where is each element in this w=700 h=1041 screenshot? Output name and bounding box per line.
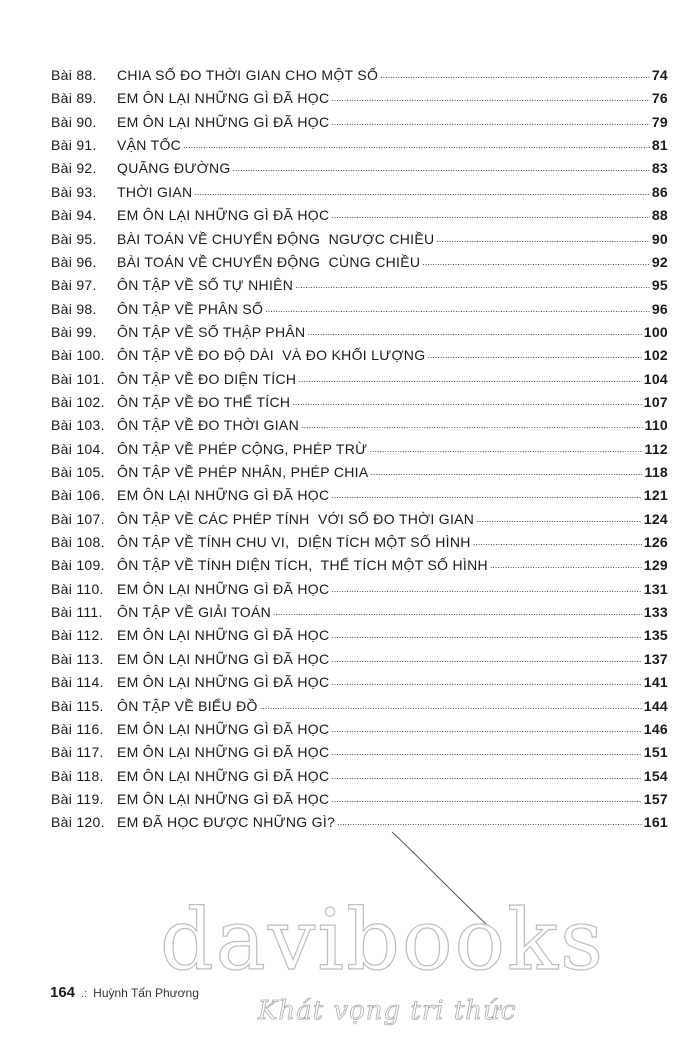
lesson-number: Bài 89. [51, 90, 97, 107]
toc-entry [51, 433, 668, 457]
lesson-title: EM ÔN LẠI NHỮNG GÌ ĐÃ HỌC [117, 207, 330, 224]
lesson-number: Bài 120. [51, 814, 105, 831]
toc-entry [51, 59, 668, 83]
toc-entry [51, 713, 668, 737]
pen-stroke-mark [390, 828, 500, 928]
lesson-number: Bài 88. [51, 67, 97, 83]
lesson-page-number: 76 [651, 90, 668, 107]
lesson-title: VẬN TỐC [117, 137, 182, 154]
lesson-page-number: 144 [643, 697, 668, 714]
lesson-number: Bài 101. [51, 370, 105, 387]
lesson-number: Bài 103. [51, 417, 105, 434]
dot-leader [369, 439, 642, 455]
dot-leader [307, 322, 641, 338]
dot-leader [436, 229, 649, 245]
dot-leader [331, 112, 649, 128]
dot-leader [331, 789, 641, 805]
lesson-page-number: 137 [643, 650, 668, 667]
lesson-title: BÀI TOÁN VỀ CHUYỂN ĐỘNG CÙNG CHIỀU [117, 253, 421, 270]
dot-leader [337, 812, 642, 828]
lesson-number: Bài 104. [51, 440, 105, 457]
lesson-title: EM ÔN LẠI NHỮNG GÌ ĐÃ HỌC [117, 90, 330, 107]
lesson-page-number: 112 [644, 440, 668, 457]
lesson-page-number: 146 [643, 720, 668, 737]
lesson-title: ÔN TẬP VỀ TÍNH CHU VI, DIỆN TÍCH MỘT SỐ HÌNH [117, 534, 471, 550]
lesson-number: Bài 117. [51, 744, 104, 761]
dot-leader [331, 672, 641, 688]
lesson-number: Bài 109. [51, 557, 105, 574]
dot-leader [331, 205, 649, 221]
lesson-title: EM ÔN LẠI NHỮNG GÌ ĐÃ HỌC [117, 580, 330, 597]
dot-leader [422, 252, 650, 268]
toc-entry [51, 619, 668, 643]
lesson-title: EM ĐÃ HỌC ĐƯỢC NHỮNG GÌ? [117, 814, 336, 831]
lesson-title: ÔN TẬP VỀ PHÂN SỐ [117, 300, 264, 317]
lesson-title: ÔN TẬP VỀ ĐO THỂ TÍCH [117, 393, 291, 410]
lesson-number: Bài 114. [51, 674, 104, 691]
toc-entry [51, 479, 668, 503]
toc-entry [51, 690, 668, 714]
lesson-page-number: 131 [643, 580, 668, 597]
dot-leader [331, 649, 641, 665]
lesson-title: EM ÔN LẠI NHỮNG GÌ ĐÃ HỌC [117, 720, 330, 737]
toc-entry [51, 82, 668, 106]
dot-leader [295, 275, 650, 291]
lesson-title: ÔN TẬP VỀ SỐ THẬP PHÂN [117, 323, 306, 340]
dot-leader [370, 462, 642, 478]
lesson-title: ÔN TẬP VỀ ĐO ĐỘ DÀI VÀ ĐO KHỐI LƯỢNG [117, 347, 426, 364]
author-name: Huỳnh Tấn Phương [93, 986, 199, 1000]
dot-leader [331, 766, 641, 782]
dot-leader [331, 485, 641, 501]
toc-entry [51, 386, 668, 410]
lesson-title: EM ÔN LẠI NHỮNG GÌ ĐÃ HỌC [117, 674, 330, 691]
lesson-title: ÔN TẬP VỀ PHÉP NHÂN, PHÉP CHIA [117, 464, 369, 480]
lesson-title: ÔN TẬP VỀ PHÉP CỘNG, PHÉP TRỪ [117, 440, 368, 457]
dot-leader [292, 392, 641, 408]
toc-entry [51, 783, 668, 807]
toc-entry [51, 456, 668, 480]
lesson-title: ÔN TẬP VỀ GIẢI TOÁN [117, 604, 272, 621]
dot-leader [183, 135, 650, 151]
lesson-number: Bài 95. [51, 230, 97, 247]
lesson-number: Bài 119. [51, 790, 104, 807]
lesson-number: Bài 111. [51, 604, 103, 621]
toc-entry [51, 736, 668, 760]
lesson-number: Bài 97. [51, 277, 97, 294]
lesson-page-number: 141 [643, 674, 668, 691]
toc-entry [51, 339, 668, 363]
lesson-title: CHIA SỐ ĐO THỜI GIAN CHO MỘT SỐ [117, 67, 379, 83]
dot-leader [265, 299, 650, 315]
lesson-page-number: 79 [651, 113, 668, 130]
dot-leader [331, 625, 641, 641]
lesson-page-number: 95 [651, 277, 668, 294]
watermark-brand: davibooks [160, 891, 606, 989]
lesson-page-number: 92 [651, 253, 668, 270]
dot-leader [273, 602, 642, 618]
toc-entry [51, 223, 668, 247]
lesson-page-number: 157 [643, 790, 668, 807]
lesson-title: EM ÔN LẠI NHỮNG GÌ ĐÃ HỌC [117, 113, 330, 130]
watermark-slogan: Khát vọng tri thức [258, 996, 517, 1026]
toc-entry [51, 409, 668, 433]
dot-leader [301, 415, 643, 431]
lesson-number: Bài 107. [51, 510, 105, 527]
lesson-page-number: 129 [643, 557, 668, 574]
lesson-title: EM ÔN LẠI NHỮNG GÌ ĐÃ HỌC [117, 650, 330, 667]
lesson-number: Bài 106. [51, 487, 105, 504]
lesson-title: ÔN TẬP VỀ ĐO THỜI GIAN [117, 417, 299, 434]
lesson-page-number: 100 [643, 323, 668, 340]
lesson-number: Bài 116. [51, 720, 104, 737]
lesson-page-number: 90 [651, 230, 668, 247]
toc-entry [51, 129, 668, 153]
lesson-page-number: 126 [643, 534, 668, 550]
dot-leader [427, 345, 641, 361]
dot-leader [233, 158, 650, 174]
toc-entry [51, 316, 668, 340]
lesson-number: Bài 110. [51, 580, 104, 597]
toc-entry [51, 760, 668, 784]
toc-entry [51, 596, 668, 620]
lesson-number: Bài 113. [51, 650, 104, 667]
dot-leader [490, 555, 642, 571]
toc-entry [51, 573, 668, 597]
toc-entry [51, 643, 668, 667]
lesson-number: Bài 100. [51, 347, 105, 364]
lesson-title: EM ÔN LẠI NHỮNG GÌ ĐÃ HỌC [117, 627, 330, 644]
lesson-number: Bài 112. [51, 627, 104, 644]
lesson-number: Bài 105. [51, 464, 105, 480]
dot-leader [473, 532, 642, 548]
lesson-page-number: 96 [651, 300, 668, 317]
lesson-page-number: 121 [643, 487, 668, 504]
lesson-number: Bài 93. [51, 183, 97, 200]
lesson-number: Bài 96. [51, 253, 97, 270]
lesson-page-number: 161 [643, 814, 668, 831]
lesson-number: Bài 91. [51, 137, 97, 154]
toc-entry [51, 199, 668, 223]
lesson-page-number: 102 [643, 347, 668, 364]
lesson-page-number: 151 [643, 744, 668, 761]
lesson-number: Bài 108. [51, 534, 105, 550]
lesson-title: ÔN TẬP VỀ TÍNH DIỆN TÍCH, THỂ TÍCH MỘT SỐ HÌNH [117, 557, 488, 574]
lesson-page-number: 135 [643, 627, 668, 644]
lesson-page-number: 88 [651, 207, 668, 224]
dot-leader [194, 182, 649, 198]
lesson-number: Bài 115. [51, 697, 104, 714]
dot-leader [476, 509, 642, 525]
toc-entry [51, 246, 668, 270]
dot-leader [380, 65, 650, 81]
lesson-page-number: 81 [651, 137, 668, 154]
toc-entry [51, 152, 668, 176]
dot-leader [331, 88, 649, 104]
lesson-page-number: 124 [643, 510, 668, 527]
toc-entry [51, 176, 668, 200]
lesson-title: ÔN TẬP VỀ SỐ TỰ NHIÊN [117, 277, 294, 294]
lesson-number: Bài 118. [51, 767, 104, 784]
lesson-title: ÔN TẬP VỀ BIỂU ĐỒ [117, 697, 258, 714]
lesson-title: BÀI TOÁN VỀ CHUYỂN ĐỘNG NGƯỢC CHIỀU [117, 230, 435, 247]
dot-leader [331, 579, 641, 595]
lesson-page-number: 110 [644, 417, 668, 434]
lesson-title: EM ÔN LẠI NHỮNG GÌ ĐÃ HỌC [117, 487, 330, 504]
lesson-number: Bài 94. [51, 207, 97, 224]
lesson-number: Bài 90. [51, 113, 97, 130]
lesson-title: ÔN TẬP VỀ CÁC PHÉP TÍNH VỚI SỐ ĐO THỜI GIAN [117, 510, 475, 527]
lesson-title: ÔN TẬP VỀ ĐO DIỆN TÍCH [117, 370, 297, 387]
page-number: 164 [50, 984, 76, 1001]
toc-entry [51, 666, 668, 690]
lesson-page-number: 133 [643, 604, 668, 621]
lesson-page-number: 83 [651, 160, 668, 177]
lesson-title: EM ÔN LẠI NHỮNG GÌ ĐÃ HỌC [117, 744, 330, 761]
lesson-page-number: 86 [651, 183, 668, 200]
lesson-page-number: 104 [643, 370, 668, 387]
toc-entry [51, 549, 668, 573]
lesson-title: THỜI GIAN [117, 183, 193, 200]
toc-entry [51, 526, 668, 550]
lesson-page-number: 154 [643, 767, 668, 784]
lesson-page-number: 107 [643, 393, 668, 410]
lesson-title: QUÃNG ĐƯỜNG [117, 160, 231, 177]
footer-separator-icon: .: [81, 988, 88, 1000]
lesson-number: Bài 92. [51, 160, 97, 177]
lesson-title: EM ÔN LẠI NHỮNG GÌ ĐÃ HỌC [117, 767, 330, 784]
toc-entry [51, 293, 668, 317]
toc-entry [51, 806, 668, 830]
lesson-page-number: 74 [651, 67, 668, 83]
lesson-number: Bài 99. [51, 323, 97, 340]
toc-entry [51, 106, 668, 130]
toc-entry [51, 269, 668, 293]
dot-leader [331, 742, 641, 758]
dot-leader [298, 369, 641, 385]
lesson-number: Bài 98. [51, 300, 97, 317]
dot-leader [331, 719, 641, 735]
toc-entry [51, 503, 668, 527]
lesson-title: EM ÔN LẠI NHỮNG GÌ ĐÃ HỌC [117, 790, 330, 807]
lesson-page-number: 118 [644, 464, 668, 480]
toc-entry [51, 363, 668, 387]
lesson-number: Bài 102. [51, 393, 105, 410]
dot-leader [260, 696, 642, 712]
